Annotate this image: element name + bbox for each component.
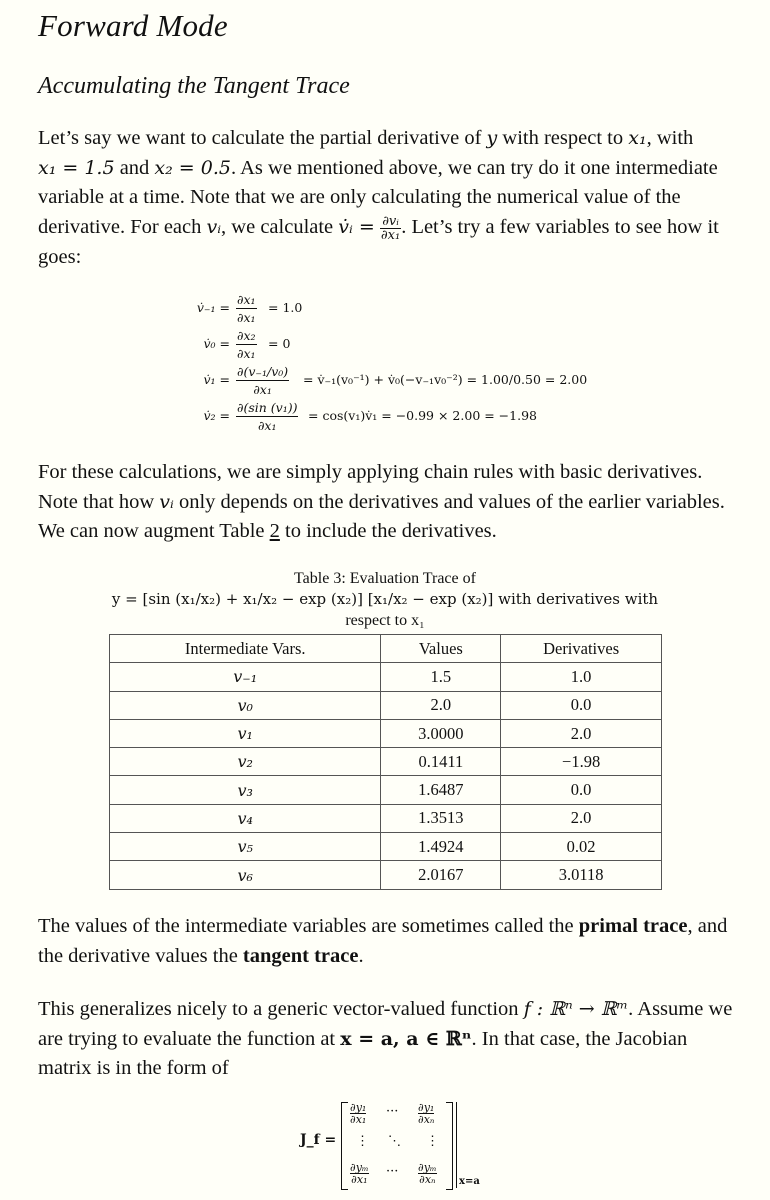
- fraction-denominator: ∂x₁: [350, 1113, 367, 1126]
- fraction-denominator: ∂x₁: [257, 418, 277, 433]
- caption-line: y = [sin (x₁/x₂) + x₁/x₂ − exp (x₂)] [x₁/x₂ − exp (x₂)] with derivatives with: [111, 590, 659, 608]
- math-inline: x₁ = 1.5: [38, 156, 115, 179]
- var-cell: v₀: [110, 691, 381, 719]
- hdots: ···: [386, 1104, 399, 1119]
- equation-rhs: = cos(v₁)v̇₁ = −0.99 × 2.00 = −1.98: [308, 408, 537, 423]
- table-row: [110, 691, 662, 719]
- equation-row: [0, 400, 770, 434]
- section-title: Accumulating the Tangent Trace: [38, 73, 350, 99]
- var-cell: v₂: [110, 748, 381, 776]
- value-cell: 3.0000: [381, 719, 501, 747]
- text-run: . Assume we are trying to evaluate the function at: [38, 998, 733, 1050]
- fraction-denominator: ∂x₁: [253, 382, 272, 397]
- math-inline: v̇ᵢ =: [338, 216, 375, 239]
- equation-fraction: [236, 328, 257, 362]
- text-run: .: [358, 944, 364, 967]
- table-row: [110, 776, 662, 804]
- equation-block: [0, 292, 770, 442]
- caption-line: respect to x₁: [345, 612, 425, 629]
- fraction-denominator: ∂x₁: [237, 346, 256, 361]
- vdots: ⋮: [356, 1134, 369, 1149]
- matrix-cell: [350, 1162, 369, 1185]
- text-run: to include the derivatives.: [279, 520, 497, 543]
- derivative-cell: 0.0: [501, 776, 662, 804]
- matrix-cell: [418, 1102, 434, 1125]
- var-cell: v₄: [110, 804, 381, 832]
- text-run: , and the derivative values the: [38, 915, 728, 967]
- equation-lhs: v̇₀ =: [203, 336, 230, 351]
- matrix-cell: [350, 1102, 366, 1125]
- text-run: and: [114, 156, 155, 179]
- equation-row: [0, 292, 770, 326]
- chain-rule-paragraph: [38, 458, 738, 547]
- value-cell: 1.6487: [381, 776, 501, 804]
- derivative-cell: 1.0: [501, 663, 662, 691]
- equation-lhs: v̇₂ =: [203, 408, 230, 423]
- hdots: ···: [386, 1164, 399, 1179]
- equation-row: [0, 364, 770, 398]
- math-inline: x = a, a ∈ ℝⁿ: [340, 1027, 472, 1050]
- derivative-cell: 3.0118: [501, 861, 662, 889]
- fraction-numerator: ∂x₂: [237, 328, 256, 343]
- text-run: This generalizes nicely to a generic vector-valued function: [38, 998, 524, 1020]
- evaluation-trace-table: [109, 634, 662, 890]
- text-run: with respect to: [497, 127, 629, 149]
- table-row: [110, 663, 662, 691]
- vdots: ⋮: [426, 1134, 439, 1149]
- equation-fraction: [236, 364, 289, 398]
- equation-rhs: = 1.0: [268, 300, 303, 315]
- column-header: Intermediate Vars.: [110, 635, 381, 663]
- value-cell: 0.1411: [381, 748, 501, 776]
- bold-term: tangent trace: [242, 944, 359, 967]
- math-inline: y: [486, 127, 498, 149]
- fraction-denominator: ∂xₙ: [419, 1173, 436, 1186]
- value-cell: 2.0167: [381, 861, 501, 889]
- column-header: Values: [381, 635, 501, 663]
- fraction-numerator: ∂yₘ: [418, 1161, 437, 1174]
- derivative-cell: 0.02: [501, 833, 662, 861]
- math-inline: x₁: [628, 127, 647, 149]
- fraction-numerator: ∂vᵢ: [380, 215, 401, 229]
- text-run: The values of the intermediate variables are sometimes called the: [38, 915, 579, 937]
- fraction-numerator: ∂yₘ: [350, 1161, 369, 1174]
- text-run: . In that case, the Jacobian matrix is in the form of: [38, 1027, 688, 1080]
- fraction-denominator: ∂x₁: [351, 1173, 368, 1186]
- var-cell: v₆: [110, 861, 381, 889]
- caption-line: Table 3: Evaluation Trace of: [294, 570, 476, 587]
- trace-names-paragraph: [38, 912, 738, 971]
- equation-fraction: [236, 292, 257, 326]
- evaluation-bar: [456, 1102, 457, 1188]
- text-run: only depends on the derivatives and values of the earlier variables. We can now augment Table: [38, 490, 725, 543]
- equation-rhs: = v̇₋₁(v₀⁻¹) + v̇₀(−v₋₁v₀⁻²) = 1.00/0.50 = 2.00: [303, 372, 588, 387]
- derivative-cell: −1.98: [501, 748, 662, 776]
- jacobian-label: J_f =: [300, 1132, 337, 1148]
- var-cell: v₋₁: [110, 663, 381, 691]
- fraction-numerator: ∂y₁: [418, 1101, 435, 1114]
- fraction-denominator: ∂x₁: [380, 227, 401, 243]
- equation-row: [0, 328, 770, 362]
- math-fraction: [380, 215, 401, 242]
- left-bracket: [341, 1102, 348, 1190]
- table-row: [110, 833, 662, 861]
- equation-lhs: v̇₋₁ =: [196, 300, 230, 315]
- derivative-cell: 2.0: [501, 804, 662, 832]
- var-cell: v₅: [110, 833, 381, 861]
- value-cell: 1.5: [381, 663, 501, 691]
- intro-paragraph: [38, 124, 738, 273]
- jacobian-paragraph: [38, 995, 738, 1084]
- math-inline: vᵢ: [159, 490, 174, 513]
- fraction-denominator: ∂x₁: [237, 310, 256, 325]
- text-run: . Let’s try a few variables to see how it goes:: [38, 216, 719, 268]
- text-run: For these calculations, we are simply applying chain rules with basic derivatives. Note that how: [38, 461, 703, 513]
- derivative-cell: 0.0: [501, 691, 662, 719]
- ddots: ⋱: [388, 1134, 401, 1149]
- fraction-denominator: ∂xₙ: [418, 1113, 435, 1126]
- table-row: [110, 748, 662, 776]
- jacobian-matrix: [300, 1100, 500, 1192]
- table-caption: [0, 568, 770, 631]
- table-row: [110, 861, 662, 889]
- fraction-numerator: ∂(sin (v₁)): [237, 400, 298, 415]
- text-run: . As we mentioned above, we can try do it one intermediate variable at a time. Note that we are only calculating the numerical value of the derivative. For each: [38, 156, 718, 239]
- fraction-numerator: ∂(v₋₁/v₀): [237, 364, 289, 379]
- math-inline: x₂ = 0.5: [154, 156, 231, 179]
- bold-term: primal trace: [578, 915, 688, 937]
- page-title: Forward Mode: [38, 8, 228, 43]
- equation-lhs: v̇₁ =: [203, 372, 230, 387]
- column-header: Derivatives: [501, 635, 662, 663]
- fraction-numerator: ∂x₁: [237, 292, 256, 307]
- table-row: [110, 804, 662, 832]
- text-run: , we calculate: [221, 216, 339, 239]
- math-inline: vᵢ: [206, 216, 222, 239]
- table-reference-link[interactable]: 2: [269, 520, 280, 543]
- fraction-numerator: ∂y₁: [350, 1101, 367, 1114]
- derivative-cell: 2.0: [501, 719, 662, 747]
- value-cell: 2.0: [381, 691, 501, 719]
- value-cell: 1.3513: [381, 804, 501, 832]
- table-header-row: [110, 635, 662, 663]
- evaluation-point: x=a: [459, 1176, 480, 1187]
- equation-rhs: = 0: [268, 336, 291, 351]
- matrix-cell: [418, 1162, 437, 1185]
- text-run: Let’s say we want to calculate the partial derivative of: [38, 127, 487, 149]
- table-row: [110, 719, 662, 747]
- equation-fraction: [236, 400, 298, 434]
- text-run: , with: [646, 127, 694, 149]
- right-bracket: [446, 1102, 453, 1190]
- var-cell: v₁: [110, 719, 381, 747]
- var-cell: v₃: [110, 776, 381, 804]
- math-inline: f : ℝⁿ → ℝᵐ: [523, 998, 629, 1020]
- value-cell: 1.4924: [381, 833, 501, 861]
